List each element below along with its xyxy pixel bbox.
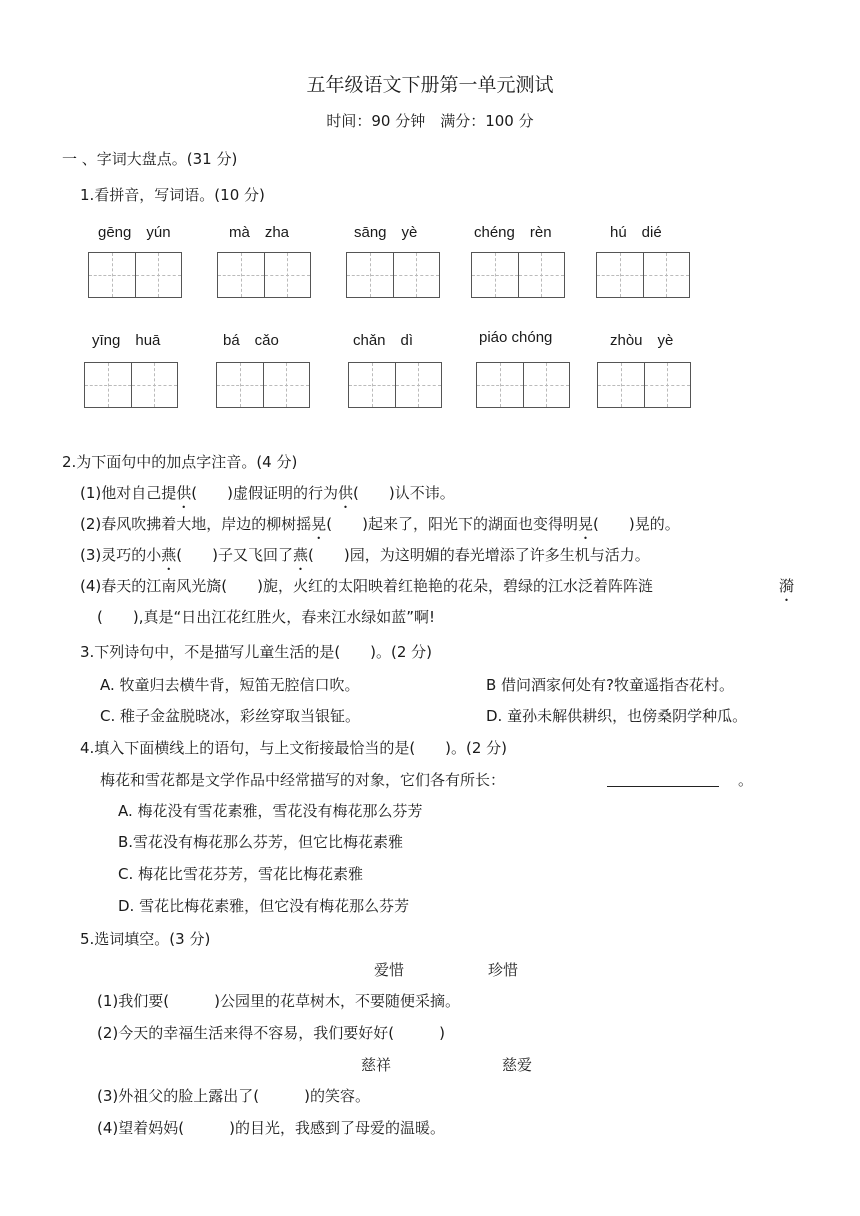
option-d: D. 童孙未解供耕织，也傍桑阴学种瓜。 <box>486 707 748 725</box>
pinyin-label: bá cǎo <box>223 332 279 349</box>
pinyin-label: mà zha <box>229 224 290 241</box>
option-c: C. 稚子金盆脱晓冰，彩丝穿取当银钲。 <box>100 707 361 725</box>
pinyin-label: hú dié <box>610 224 662 241</box>
writing-grid[interactable] <box>597 362 691 408</box>
option-d: D. 雪花比梅花素雅，但它没有梅花那么芬芳 <box>118 897 410 915</box>
writing-grid[interactable] <box>216 362 310 408</box>
question-4-label: 4.填入下面横线上的语句，与上文衔接最恰当的是( )。(2 分) <box>80 739 508 757</box>
answer-blank[interactable] <box>607 786 719 787</box>
pinyin-label: zhòu yè <box>610 332 674 349</box>
pinyin-label: gēng yún <box>98 224 171 241</box>
question-2-line-3: (3)灵巧的小燕( )子又飞回了燕( )园，为这明媚的春光增添了许多生机与活力。 <box>80 546 650 564</box>
writing-grid[interactable] <box>596 252 690 298</box>
pinyin-label: chǎn dì <box>353 332 414 349</box>
page-subtitle: 时间：90 分钟 满分：100 分 <box>326 112 534 130</box>
fill-sentence-1: (1)我们要( )公园里的花草树木，不要随便采摘。 <box>97 992 460 1010</box>
dotted-char: 燕 <box>161 546 177 564</box>
word-choice: 慈爱 <box>502 1056 533 1074</box>
question-2-line-5: ( ),真是“日出江花红胜火，春来江水绿如蓝”啊! <box>97 608 436 626</box>
page-title: 五年级语文下册第一单元测试 <box>306 74 554 96</box>
fill-sentence-3: (3)外祖父的脸上露出了( )的笑容。 <box>97 1087 370 1105</box>
pinyin-label: yīng huā <box>92 332 161 349</box>
fill-sentence-2: (2)今天的幸福生活来得不容易，我们要好好( ) <box>97 1024 445 1042</box>
question-2-line-2: (2)春风吹拂着大地，岸边的柳树摇晃( )起来了，阳光下的湖面也变得明晃( )晃的。 <box>80 515 680 533</box>
option-c: C. 梅花比雪花芬芳，雪花比梅花素雅 <box>118 865 364 883</box>
writing-grid[interactable] <box>471 252 565 298</box>
dotted-char: 供 <box>176 484 192 502</box>
option-a: A. 梅花没有雪花素雅，雪花没有梅花那么芬芳 <box>118 802 423 820</box>
question-1-label: 1.看拼音，写词语。(10 分) <box>80 186 265 204</box>
option-b: B 借问酒家何处有?牧童遥指杏花村。 <box>486 676 735 694</box>
section-heading: 一 、字词大盘点。(31 分) <box>62 150 238 168</box>
pinyin-label: sāng yè <box>354 224 418 241</box>
dotted-char: 燕 <box>292 546 308 564</box>
writing-grid[interactable] <box>348 362 442 408</box>
writing-grid[interactable] <box>346 252 440 298</box>
question-4-stem-end: 。 <box>738 771 754 789</box>
dotted-char: 漪 <box>779 577 795 595</box>
dotted-char: 供 <box>337 484 353 502</box>
question-5-label: 5.选词填空。(3 分) <box>80 930 211 948</box>
pinyin-label: chéng rèn <box>474 224 552 241</box>
dotted-char: 晃 <box>311 515 327 533</box>
writing-grid[interactable] <box>217 252 311 298</box>
writing-grid[interactable] <box>88 252 182 298</box>
dotted-char: 晃 <box>577 515 593 533</box>
question-4-stem: 梅花和雪花都是文学作品中经常描写的对象，它们各有所长： <box>100 771 506 789</box>
writing-grid[interactable] <box>476 362 570 408</box>
question-2-line-1: (1)他对自己提供( )虚假证明的行为供( )认不讳。 <box>80 484 455 502</box>
fill-sentence-4: (4)望着妈妈( )的目光，我感到了母爱的温暖。 <box>97 1119 445 1137</box>
question-2-line-4: (4)春天的江南风光旖( )旎，火红的太阳映着红艳艳的花朵，碧绿的江水泛着阵阵涟 <box>80 577 653 595</box>
option-a: A. 牧童归去横牛背，短笛无腔信口吹。 <box>100 676 360 694</box>
question-2-label: 2.为下面句中的加点字注音。(4 分) <box>62 453 298 471</box>
word-choice: 慈祥 <box>361 1056 392 1074</box>
word-choice: 珍惜 <box>488 961 519 979</box>
question-3-label: 3.下列诗句中，不是描写儿童生活的是( )。(2 分) <box>80 643 433 661</box>
word-choice: 爱惜 <box>374 961 405 979</box>
option-b: B.雪花没有梅花那么芬芳，但它比梅花素雅 <box>118 833 404 851</box>
writing-grid[interactable] <box>84 362 178 408</box>
pinyin-label: piáo chóng <box>479 329 553 346</box>
